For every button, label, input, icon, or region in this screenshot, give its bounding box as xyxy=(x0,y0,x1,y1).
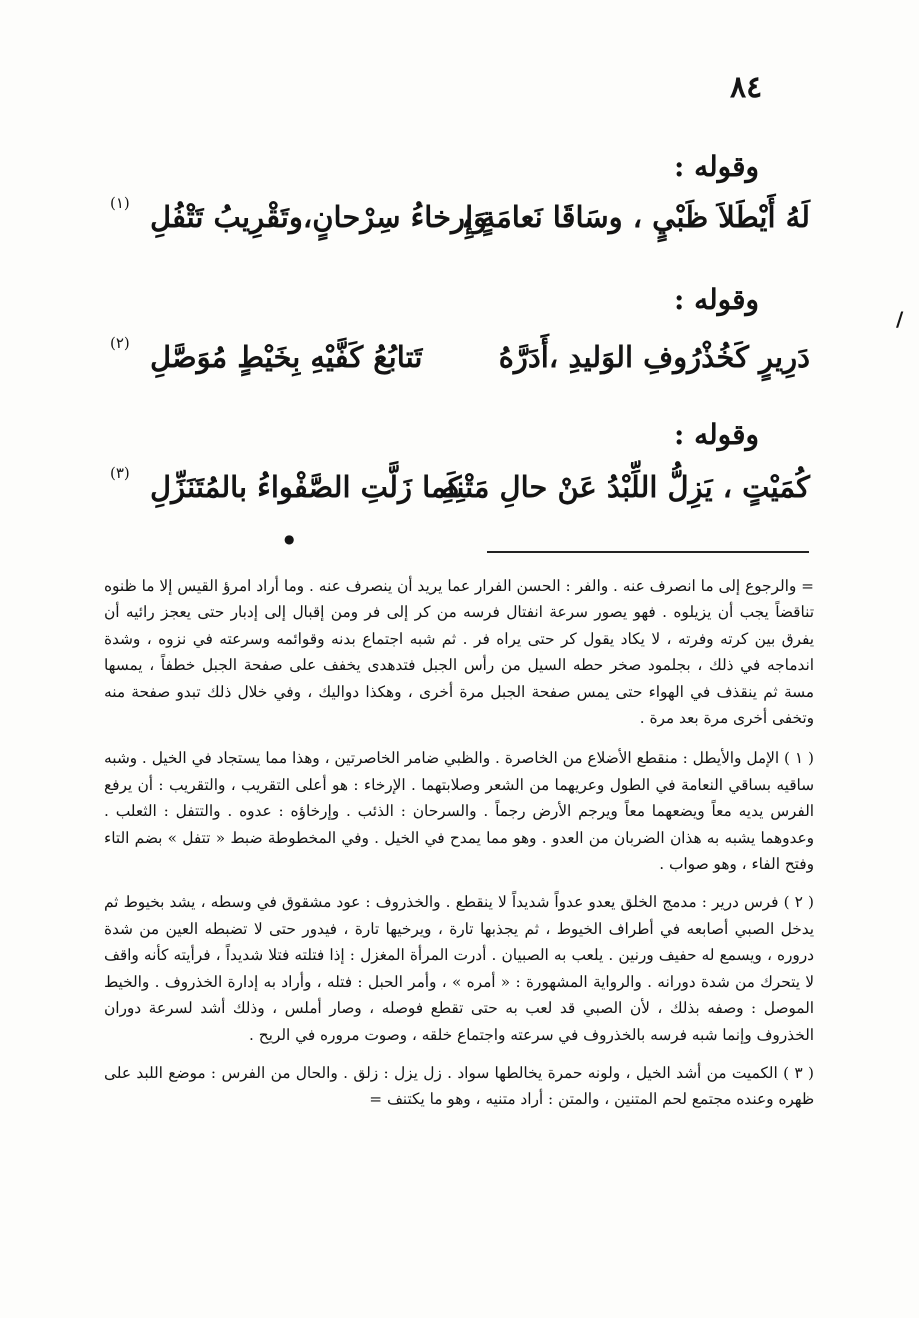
page-number: ٨٤ xyxy=(730,70,763,105)
footnote-2: ( ٢ ) فرس درير : مدمج الخلق يعدو عدواً شديداً لا ينقطع . والخذروف : عود مشقوق في وسطه ، يشد بخيوط ثم يدخل الصبي أصابعه في أطراف الخيوط ، ثم يجذبها تارة ، ويرخيها تارة ، فيدور حتى لا تضبطه العين من شدة دروره ، ويسمع له حفيف ورنين . يلعب به الصبيان . أدرت المرأة المغزل : إذا فتلته فتلا شديداً ، فرأيته كأنه واقف لا يتحرك من شدة دورانه . والرواية المشهورة : « أمره » ، وأمر الحبل : فتله ، وأراد به إدارة الخذروف . والخيط الموصل : وصفه بذلك ، لأن الصبي قد لعب به حتى تقطع فوصله ، وصار أملس ، وذلك أشد لسرعة دوران الخذروف وإنما شبه فرسه بالخذروف في سرعته واجتماع خلقه ، وصوت مروره في الريح . xyxy=(104,893,814,1044)
verse-second-hemistich: تَتابُعُ كَفَّيْهِ بِخَيْطٍ مُوَصَّلِ xyxy=(150,340,423,374)
footnote-3: ( ٣ ) الكميت من أشد الخيل ، ولونه حمرة يخالطها سواد . زل يزل : زلق . والحال من الفرس : موضع اللبد على ظهره وعنده مجتمع لحم المتنين ، والمتن : أراد متنيه ، وهو ما يكتنف = xyxy=(104,1063,814,1109)
verse-line xyxy=(110,464,810,530)
verse-line xyxy=(110,334,810,400)
print-mark: / xyxy=(896,307,904,331)
verse-first-hemistich: كُمَيْتٍ ، يَزِلُّ اللِّبْدُ عَنْ حالِ مَتْنِهِ xyxy=(440,470,810,504)
footnotes xyxy=(104,573,814,1125)
footnote-continued: = والرجوع إلى ما انصرف عنه . والفر : الحسن الفرار عما يريد أن ينصرف عنه . وما أراد امرؤ القيس إلا ما ظنوه تناقضاً يجب أن يزيلوه . فهو يصور سرعة انفتال فرسه من كر إلى فر ومن إقبال إلى إدبار حتى يعجز رائيه أن يفرق بين كرته وفرته ، لا يكاد يقول كر حتى يراه فر . ثم شبه اجتماع بدنه وقوائمه وسرعته في نزوه ، وشدة اندماجه في ذلك ، بجلمود صخر حطه السيل من رأس الجبل فتدهدى يخفف على صفحة الجبل خطفاً ، يمسها مسة ثم ينقذف في الهواء حتى يمس صفحة الجبل مرة أخرى ، وهكذا دواليك ، وفي خلال ذلك تبدو صفحة منه وتخفى أخرى مرة بعد مرة . xyxy=(104,577,814,728)
verse-second-hemistich: وَإِرخاءُ سِرْحانٍ،وتَقْرِيبُ تَتْفُلِ xyxy=(150,200,488,234)
verse-intro: وقوله : xyxy=(674,283,759,316)
verse-line xyxy=(110,194,810,260)
verse-intro: وقوله : xyxy=(674,418,759,451)
verse-second-hemistich: كَما زَلَّتِ الصَّفْواءُ بالمُتَنَزِّلِ xyxy=(150,470,462,504)
verse-intro: وقوله : xyxy=(674,150,759,183)
verse-first-hemistich: لَهُ أَيْطَلاَ ظَبْيٍ ، وسَاقَا نَعامَةٍ ، xyxy=(461,200,810,234)
footnote-separator xyxy=(487,551,809,553)
print-mark: ● xyxy=(284,532,295,546)
footnote-1: ( ١ ) الإمل والأيطل : منقطع الأضلاع من الخاصرة . والظبي ضامر الخاصرتين ، وهذا مما يستجاد في الخيل . وشبه ساقيه بساقي النعامة في الطول وعريهما من الشعر وصلابتهما . الإرخاء : هو أعلى التقريب ، والتقريب : أن يرفع الفرس يديه معاً ويضعهما معاً ويرجم الأرض رجماً . والسرحان : الذئب . وإرخاؤه : عدوه . والتتفل : الثعلب . وعدوهما يشبه به هذان الضربان من العدو . وهو مما يمدح في الخيل . وفي المخطوطة ضبط « تتفل » بضم التاء وفتح الفاء ، وهو صواب . xyxy=(104,749,814,874)
verse-first-hemistich: دَرِيرٍ كَخُذْرُوفِ الوَليدِ ،أَدَرَّهُ xyxy=(498,340,810,374)
footnote-marker: (٢) xyxy=(110,334,130,352)
footnote-marker: (٣) xyxy=(110,464,130,482)
footnote-marker: (١) xyxy=(110,194,130,212)
